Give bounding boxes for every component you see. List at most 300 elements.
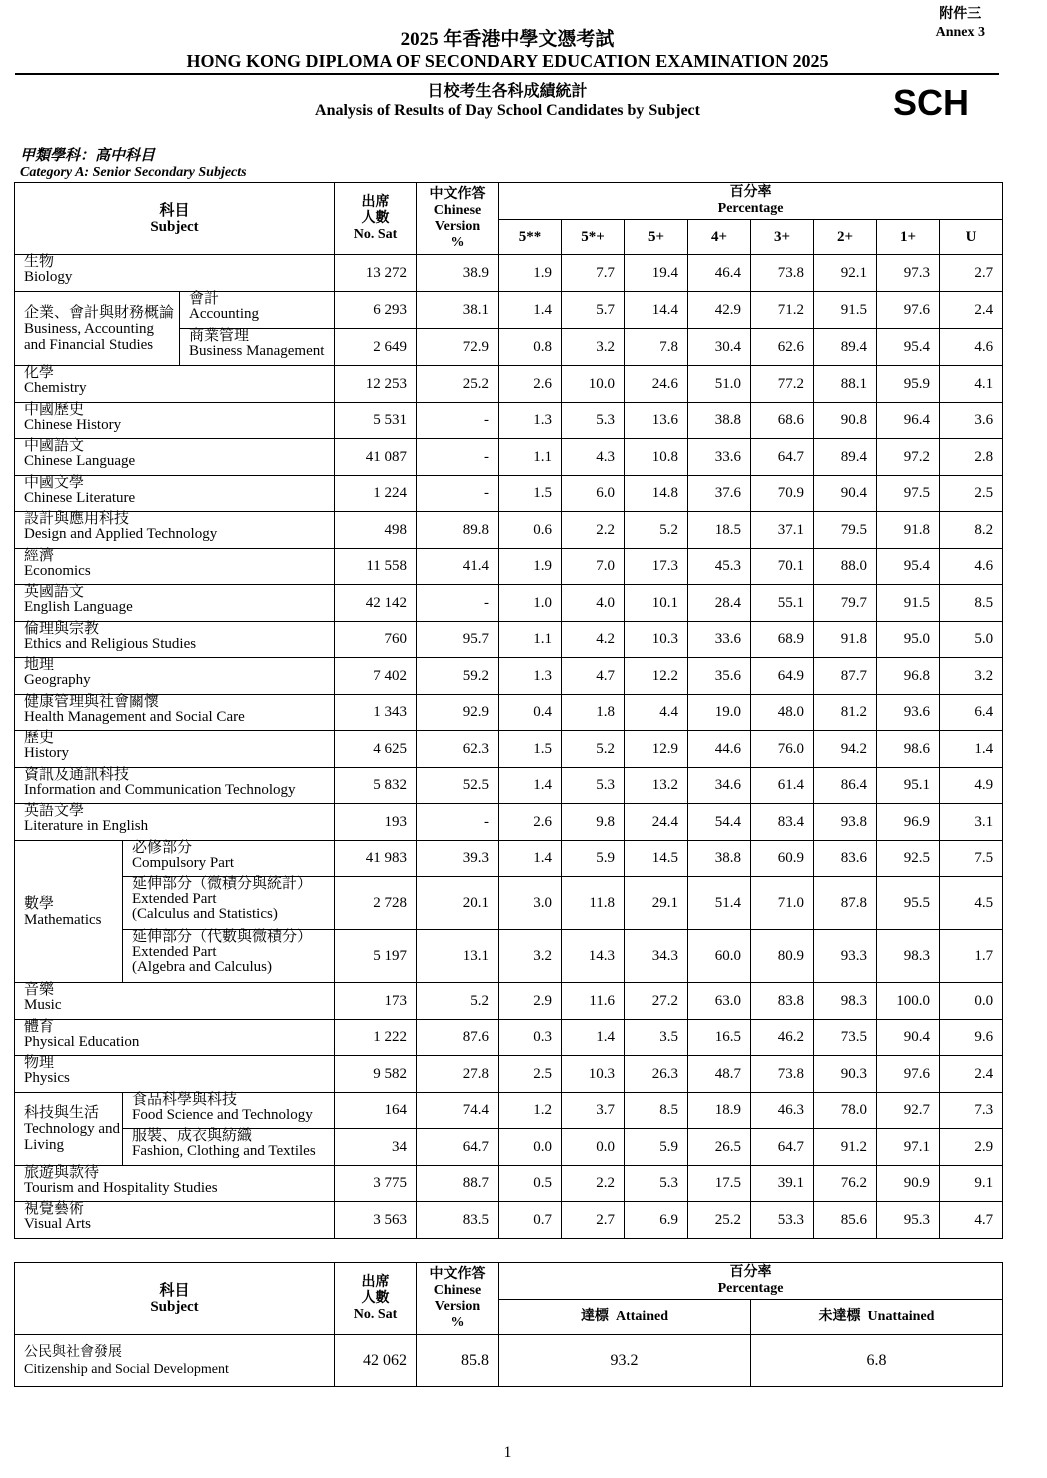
no-sat-cell: 1 224: [335, 476, 417, 512]
table-row: [15, 1129, 1003, 1166]
no-sat-cell: 42 142: [335, 585, 417, 622]
subject-name-cell: [15, 1020, 335, 1056]
cv-header-pct: %: [450, 234, 465, 250]
subject-header-en: Subject: [150, 218, 199, 235]
title-en: HONG KONG DIPLOMA OF SECONDARY EDUCATION EXAMINATION 2025: [186, 51, 829, 71]
no-sat-cell: 9 582: [335, 1056, 417, 1093]
percentage-cell: 3.5: [625, 1020, 688, 1056]
subject-name-cell: [123, 930, 335, 983]
percentage-cell: 0.0: [499, 1129, 562, 1166]
percentage-cell: 2.8: [940, 439, 1003, 476]
percentage-cell: 9.1: [940, 1166, 1003, 1202]
percentage-cell: 18.5: [688, 512, 751, 549]
subject-name-cell: [15, 1056, 335, 1093]
subject-name-en: Physics: [24, 1070, 70, 1086]
percentage-cell: 96.9: [877, 804, 940, 841]
csd-sat-header-en: No. Sat: [353, 1306, 398, 1322]
unattained-header: [751, 1300, 1003, 1335]
table-row: [15, 695, 1003, 731]
no-sat-cell: 6 293: [335, 292, 417, 329]
percentage-cell: 63.0: [688, 983, 751, 1020]
subject-name-cell: [15, 1202, 335, 1239]
percentage-cell: 7.0: [562, 549, 625, 585]
percentage-cell: 2.6: [499, 366, 562, 403]
chinese-version-cell: 38.9: [417, 255, 499, 292]
percentage-cell: 2.2: [562, 1166, 625, 1202]
percentage-cell: 9.8: [562, 804, 625, 841]
subject-group-en: Mathematics: [24, 911, 102, 928]
percentage-cell: 97.1: [877, 1129, 940, 1166]
percentage-cell: 27.2: [625, 983, 688, 1020]
subject-name-en: Chemistry: [24, 380, 87, 396]
table-row: [15, 512, 1003, 549]
grade-header: 1+: [877, 220, 940, 255]
subject-name-zh: 化學: [24, 365, 55, 381]
percentage-cell: 1.2: [499, 1093, 562, 1129]
percentage-cell: 90.9: [877, 1166, 940, 1202]
subject-name-en: Information and Communication Technology: [24, 782, 296, 798]
percentage-cell: 2.4: [940, 292, 1003, 329]
no-sat-cell: 5 197: [335, 930, 417, 983]
subject-name-en: Chinese Language: [24, 453, 136, 469]
subject-name-zh: 商業管理: [189, 328, 250, 344]
percentage-header-zh: 百分率: [729, 185, 772, 200]
percentage-cell: 3.2: [562, 329, 625, 366]
percentage-cell: 34.3: [625, 930, 688, 983]
subject-name-zh: 音樂: [24, 982, 55, 998]
percentage-header: [499, 183, 1003, 220]
percentage-cell: 7.5: [940, 841, 1003, 877]
no-sat-cell: 12 253: [335, 366, 417, 403]
percentage-cell: 88.0: [814, 549, 877, 585]
percentage-cell: 1.1: [499, 439, 562, 476]
percentage-cell: 76.0: [751, 731, 814, 768]
percentage-cell: 92.7: [877, 1093, 940, 1129]
chinese-version-cell: -: [417, 804, 499, 841]
subject-name-cell: [15, 695, 335, 731]
grade-header: 5**: [499, 220, 562, 255]
subject-name-en: English Language: [24, 599, 133, 615]
percentage-cell: 3.0: [499, 877, 562, 930]
grade-header: U: [940, 220, 1003, 255]
subject-name-cell: [15, 255, 335, 292]
percentage-cell: 2.9: [499, 983, 562, 1020]
percentage-cell: 5.3: [625, 1166, 688, 1202]
percentage-cell: 26.3: [625, 1056, 688, 1093]
table-row: [15, 1093, 1003, 1129]
table-row: [15, 1020, 1003, 1056]
percentage-cell: 83.6: [814, 841, 877, 877]
attained-header: [499, 1300, 751, 1335]
table-row: [15, 622, 1003, 658]
chinese-version-cell: 89.8: [417, 512, 499, 549]
percentage-cell: 45.3: [688, 549, 751, 585]
percentage-cell: 73.8: [751, 255, 814, 292]
table-row: [15, 877, 1003, 930]
subject-name-cell: [123, 877, 335, 930]
percentage-cell: 13.2: [625, 768, 688, 804]
subject-name-zh: 倫理與宗教: [24, 621, 100, 637]
unattained-header-en: Unattained: [867, 1309, 935, 1324]
table-row: [15, 1202, 1003, 1239]
title-zh: 2025 年香港中學文憑考試: [400, 29, 615, 50]
subject-header: [15, 183, 335, 255]
percentage-cell: 7.7: [562, 255, 625, 292]
percentage-cell: 90.8: [814, 403, 877, 439]
subject-name-en: Geography: [24, 672, 91, 688]
subject-name-zh: 地理: [24, 657, 55, 673]
grade-header: 2+: [814, 220, 877, 255]
percentage-cell: 0.6: [499, 512, 562, 549]
percentage-cell: 1.3: [499, 403, 562, 439]
subject-name-en: Chinese Literature: [24, 490, 136, 506]
table-row: [15, 255, 1003, 292]
no-sat-cell: 3 563: [335, 1202, 417, 1239]
subject-name-en: Biology: [24, 269, 73, 285]
percentage-cell: 3.1: [940, 804, 1003, 841]
subject-name-cell: [15, 1166, 335, 1202]
subject-name-en: Business Management: [189, 343, 325, 359]
subject-name-zh: 體育: [24, 1019, 55, 1035]
percentage-cell: 80.9: [751, 930, 814, 983]
percentage-cell: 1.3: [499, 658, 562, 695]
subject-name-cell: [15, 983, 335, 1020]
annex-en: Annex 3: [935, 25, 985, 40]
no-sat-cell: 5 531: [335, 403, 417, 439]
percentage-cell: 96.8: [877, 658, 940, 695]
no-sat-cell: 11 558: [335, 549, 417, 585]
percentage-cell: 48.0: [751, 695, 814, 731]
csd-sat: 42 062: [335, 1335, 417, 1387]
chinese-version-cell: -: [417, 439, 499, 476]
percentage-cell: 62.6: [751, 329, 814, 366]
chinese-version-cell: -: [417, 476, 499, 512]
percentage-cell: 98.6: [877, 731, 940, 768]
percentage-cell: 11.6: [562, 983, 625, 1020]
subject-name-en: Extended Part: [132, 944, 217, 960]
attained-header-en: Attained: [615, 1309, 669, 1324]
chinese-version-cell: 64.7: [417, 1129, 499, 1166]
subject-name-zh: 延伸部分（代數與微積分）: [132, 929, 313, 945]
percentage-cell: 37.6: [688, 476, 751, 512]
subject-name-en: Food Science and Technology: [132, 1107, 313, 1123]
percentage-cell: 4.7: [562, 658, 625, 695]
percentage-cell: 10.3: [562, 1056, 625, 1093]
subject-group-zh: 數學: [24, 895, 55, 912]
percentage-cell: 1.5: [499, 731, 562, 768]
percentage-cell: 2.7: [940, 255, 1003, 292]
subject-name-en: Tourism and Hospitality Studies: [24, 1180, 218, 1196]
subject-name-zh: 視覺藝術: [24, 1201, 85, 1217]
percentage-cell: 4.6: [940, 329, 1003, 366]
chinese-version-cell: 59.2: [417, 658, 499, 695]
table-row: [15, 439, 1003, 476]
percentage-cell: 3.2: [499, 930, 562, 983]
percentage-cell: 95.0: [877, 622, 940, 658]
percentage-cell: 70.9: [751, 476, 814, 512]
csd-subject-en: Citizenship and Social Development: [24, 1361, 229, 1377]
percentage-cell: 1.9: [499, 255, 562, 292]
subject-name-zh: 旅遊與款待: [24, 1165, 100, 1181]
percentage-cell: 4.4: [625, 695, 688, 731]
percentage-cell: 81.2: [814, 695, 877, 731]
percentage-cell: 0.5: [499, 1166, 562, 1202]
subject-name-en-detail: (Calculus and Statistics): [132, 906, 278, 922]
percentage-cell: 4.7: [940, 1202, 1003, 1239]
table-row: [15, 658, 1003, 695]
percentage-cell: 91.5: [814, 292, 877, 329]
chinese-version-cell: 92.9: [417, 695, 499, 731]
subject-name-zh: 延伸部分（微積分與統計）: [132, 876, 313, 892]
subject-name-cell: [15, 622, 335, 658]
percentage-cell: 70.1: [751, 549, 814, 585]
subject-name-cell: [180, 329, 335, 366]
subject-name-zh: 服裝、成衣與紡織: [132, 1128, 253, 1144]
grade-header: 3+: [751, 220, 814, 255]
percentage-cell: 94.2: [814, 731, 877, 768]
sat-header: [335, 183, 417, 255]
csd-subject-zh: 公民與社會發展: [24, 1344, 122, 1360]
subject-name-cell: [180, 292, 335, 329]
chinese-version-cell: 38.1: [417, 292, 499, 329]
percentage-cell: 28.4: [688, 585, 751, 622]
percentage-cell: 14.3: [562, 930, 625, 983]
percentage-cell: 95.4: [877, 329, 940, 366]
no-sat-cell: 41 087: [335, 439, 417, 476]
percentage-cell: 3.6: [940, 403, 1003, 439]
percentage-cell: 11.8: [562, 877, 625, 930]
percentage-cell: 79.7: [814, 585, 877, 622]
percentage-cell: 88.1: [814, 366, 877, 403]
percentage-cell: 4.6: [940, 549, 1003, 585]
csd-cv-header-en: Chinese Version: [433, 1282, 482, 1314]
no-sat-cell: 5 832: [335, 768, 417, 804]
subject-name-zh: 會計: [189, 291, 220, 307]
percentage-cell: 37.1: [751, 512, 814, 549]
percentage-cell: 1.7: [940, 930, 1003, 983]
percentage-cell: 38.8: [688, 403, 751, 439]
category-en: Category A: Senior Secondary Subjects: [20, 165, 247, 180]
table-row: [15, 403, 1003, 439]
table-row: [15, 1166, 1003, 1202]
csd-cv: 85.8: [417, 1335, 499, 1387]
results-body: [15, 255, 1003, 1239]
percentage-cell: 71.0: [751, 877, 814, 930]
subject-name-zh: 資訊及通訊科技: [24, 767, 130, 783]
school-code: SCH: [892, 82, 969, 123]
percentage-cell: 2.7: [562, 1202, 625, 1239]
subject-name-cell: [15, 585, 335, 622]
subject-name-zh: 中國語文: [24, 438, 85, 454]
chinese-version-cell: -: [417, 585, 499, 622]
csd-cv-header-pct: %: [450, 1314, 465, 1330]
csd-sat-header-zh: 出席人數: [361, 1274, 390, 1306]
chinese-version-cell: 5.2: [417, 983, 499, 1020]
subject-name-en: Compulsory Part: [132, 855, 235, 871]
percentage-cell: 5.3: [562, 403, 625, 439]
subject-name-zh: 英國語文: [24, 584, 85, 600]
percentage-cell: 89.4: [814, 329, 877, 366]
percentage-cell: 17.3: [625, 549, 688, 585]
subject-name-en: Fashion, Clothing and Textiles: [132, 1143, 316, 1159]
subject-name-en: Accounting: [189, 306, 259, 322]
percentage-cell: 1.1: [499, 622, 562, 658]
percentage-cell: 90.4: [814, 476, 877, 512]
subject-name-cell: [123, 841, 335, 877]
no-sat-cell: 760: [335, 622, 417, 658]
percentage-cell: 42.9: [688, 292, 751, 329]
percentage-cell: 44.6: [688, 731, 751, 768]
cv-header-zh: 中文作答: [429, 186, 486, 202]
subject-name-zh: 英語文學: [24, 803, 85, 819]
subject-name-en: Music: [24, 997, 62, 1013]
subject-group-cell: [15, 1093, 123, 1166]
table-row: [15, 768, 1003, 804]
percentage-cell: 1.5: [499, 476, 562, 512]
percentage-cell: 98.3: [877, 930, 940, 983]
percentage-cell: 54.4: [688, 804, 751, 841]
percentage-cell: 64.7: [751, 439, 814, 476]
table-row: [15, 476, 1003, 512]
table-row: [15, 1056, 1003, 1093]
percentage-cell: 1.4: [499, 292, 562, 329]
percentage-cell: 2.4: [940, 1056, 1003, 1093]
percentage-cell: 73.5: [814, 1020, 877, 1056]
csd-percentage-header: [499, 1263, 1003, 1300]
chinese-version-cell: 41.4: [417, 549, 499, 585]
percentage-cell: 0.8: [499, 329, 562, 366]
percentage-cell: 96.4: [877, 403, 940, 439]
percentage-cell: 48.7: [688, 1056, 751, 1093]
subject-name-zh: 歷史: [24, 730, 55, 746]
percentage-cell: 1.9: [499, 549, 562, 585]
grade-header: 5+: [625, 220, 688, 255]
unattained-header-zh: 未達標: [818, 1309, 861, 1324]
subject-name-cell: [15, 403, 335, 439]
percentage-cell: 95.9: [877, 366, 940, 403]
results-table: [14, 182, 1003, 1239]
subject-name-en: Economics: [24, 563, 91, 579]
no-sat-cell: 4 625: [335, 731, 417, 768]
percentage-cell: 64.9: [751, 658, 814, 695]
grade-header: 5*+: [562, 220, 625, 255]
percentage-cell: 16.5: [688, 1020, 751, 1056]
subject-name-zh: 生物: [24, 254, 55, 270]
table-row: [15, 841, 1003, 877]
subject-name-zh: 健康管理與社會關懷: [24, 694, 160, 710]
percentage-cell: 55.1: [751, 585, 814, 622]
chinese-version-cell: 83.5: [417, 1202, 499, 1239]
percentage-cell: 0.3: [499, 1020, 562, 1056]
subtitle-zh: 日校考生各科成績統計: [427, 83, 588, 100]
percentage-cell: 83.8: [751, 983, 814, 1020]
chinese-version-cell: 95.7: [417, 622, 499, 658]
percentage-cell: 30.4: [688, 329, 751, 366]
subject-name-cell: [15, 439, 335, 476]
subject-name-zh: 設計與應用科技: [24, 511, 130, 527]
percentage-cell: 14.5: [625, 841, 688, 877]
percentage-cell: 4.2: [562, 622, 625, 658]
percentage-cell: 34.6: [688, 768, 751, 804]
subject-group-en: Business, Accounting and Financial Studies: [24, 320, 154, 353]
percentage-cell: 0.0: [562, 1129, 625, 1166]
percentage-cell: 10.1: [625, 585, 688, 622]
percentage-cell: 79.5: [814, 512, 877, 549]
subject-name-en: Literature in English: [24, 818, 149, 834]
chinese-version-cell: 13.1: [417, 930, 499, 983]
sat-header-en: No. Sat: [353, 226, 398, 242]
chinese-version-cell: 87.6: [417, 1020, 499, 1056]
percentage-cell: 2.2: [562, 512, 625, 549]
percentage-cell: 33.6: [688, 622, 751, 658]
percentage-cell: 87.8: [814, 877, 877, 930]
percentage-cell: 8.2: [940, 512, 1003, 549]
percentage-cell: 91.5: [877, 585, 940, 622]
chinese-version-cell: 25.2: [417, 366, 499, 403]
percentage-cell: 95.3: [877, 1202, 940, 1239]
percentage-cell: 100.0: [877, 983, 940, 1020]
csd-table: [14, 1262, 1003, 1387]
subtitle-en: Analysis of Results of Day School Candidates by Subject: [315, 102, 700, 119]
no-sat-cell: 164: [335, 1093, 417, 1129]
page-number: 1: [503, 1444, 512, 1461]
no-sat-cell: 193: [335, 804, 417, 841]
no-sat-cell: 1 343: [335, 695, 417, 731]
subject-name-en: Visual Arts: [24, 1216, 92, 1232]
percentage-cell: 7.8: [625, 329, 688, 366]
percentage-cell: 1.4: [562, 1020, 625, 1056]
table-row: [15, 292, 1003, 329]
chinese-version-cell: 39.3: [417, 841, 499, 877]
percentage-cell: 78.0: [814, 1093, 877, 1129]
percentage-cell: 8.5: [625, 1093, 688, 1129]
subject-name-cell: [15, 804, 335, 841]
table-row: [15, 549, 1003, 585]
percentage-cell: 97.3: [877, 255, 940, 292]
percentage-cell: 4.5: [940, 877, 1003, 930]
percentage-cell: 90.4: [877, 1020, 940, 1056]
percentage-cell: 4.3: [562, 439, 625, 476]
subject-name-cell: [123, 1093, 335, 1129]
percentage-cell: 53.3: [751, 1202, 814, 1239]
cv-header-en: Chinese Version: [433, 202, 482, 234]
subject-name-zh: 經濟: [24, 548, 55, 564]
no-sat-cell: 41 983: [335, 841, 417, 877]
percentage-cell: 10.0: [562, 366, 625, 403]
percentage-cell: 1.4: [940, 731, 1003, 768]
subject-name-zh: 中國文學: [24, 475, 85, 491]
percentage-cell: 97.6: [877, 1056, 940, 1093]
percentage-cell: 24.4: [625, 804, 688, 841]
subject-group-zh: 科技與生活: [24, 1105, 100, 1121]
chinese-version-cell: 72.9: [417, 329, 499, 366]
percentage-cell: 10.8: [625, 439, 688, 476]
csd-unattained: 6.8: [751, 1335, 1003, 1387]
percentage-cell: 93.8: [814, 804, 877, 841]
percentage-cell: 39.1: [751, 1166, 814, 1202]
no-sat-cell: 173: [335, 983, 417, 1020]
subject-name-zh: 食品科學與科技: [132, 1092, 238, 1108]
subject-name-cell: [15, 549, 335, 585]
chinese-version-cell: 62.3: [417, 731, 499, 768]
no-sat-cell: 2 649: [335, 329, 417, 366]
table-row: [15, 983, 1003, 1020]
no-sat-cell: 1 222: [335, 1020, 417, 1056]
subject-name-cell: [15, 476, 335, 512]
subject-name-cell: [15, 366, 335, 403]
percentage-cell: 98.3: [814, 983, 877, 1020]
percentage-cell: 5.7: [562, 292, 625, 329]
